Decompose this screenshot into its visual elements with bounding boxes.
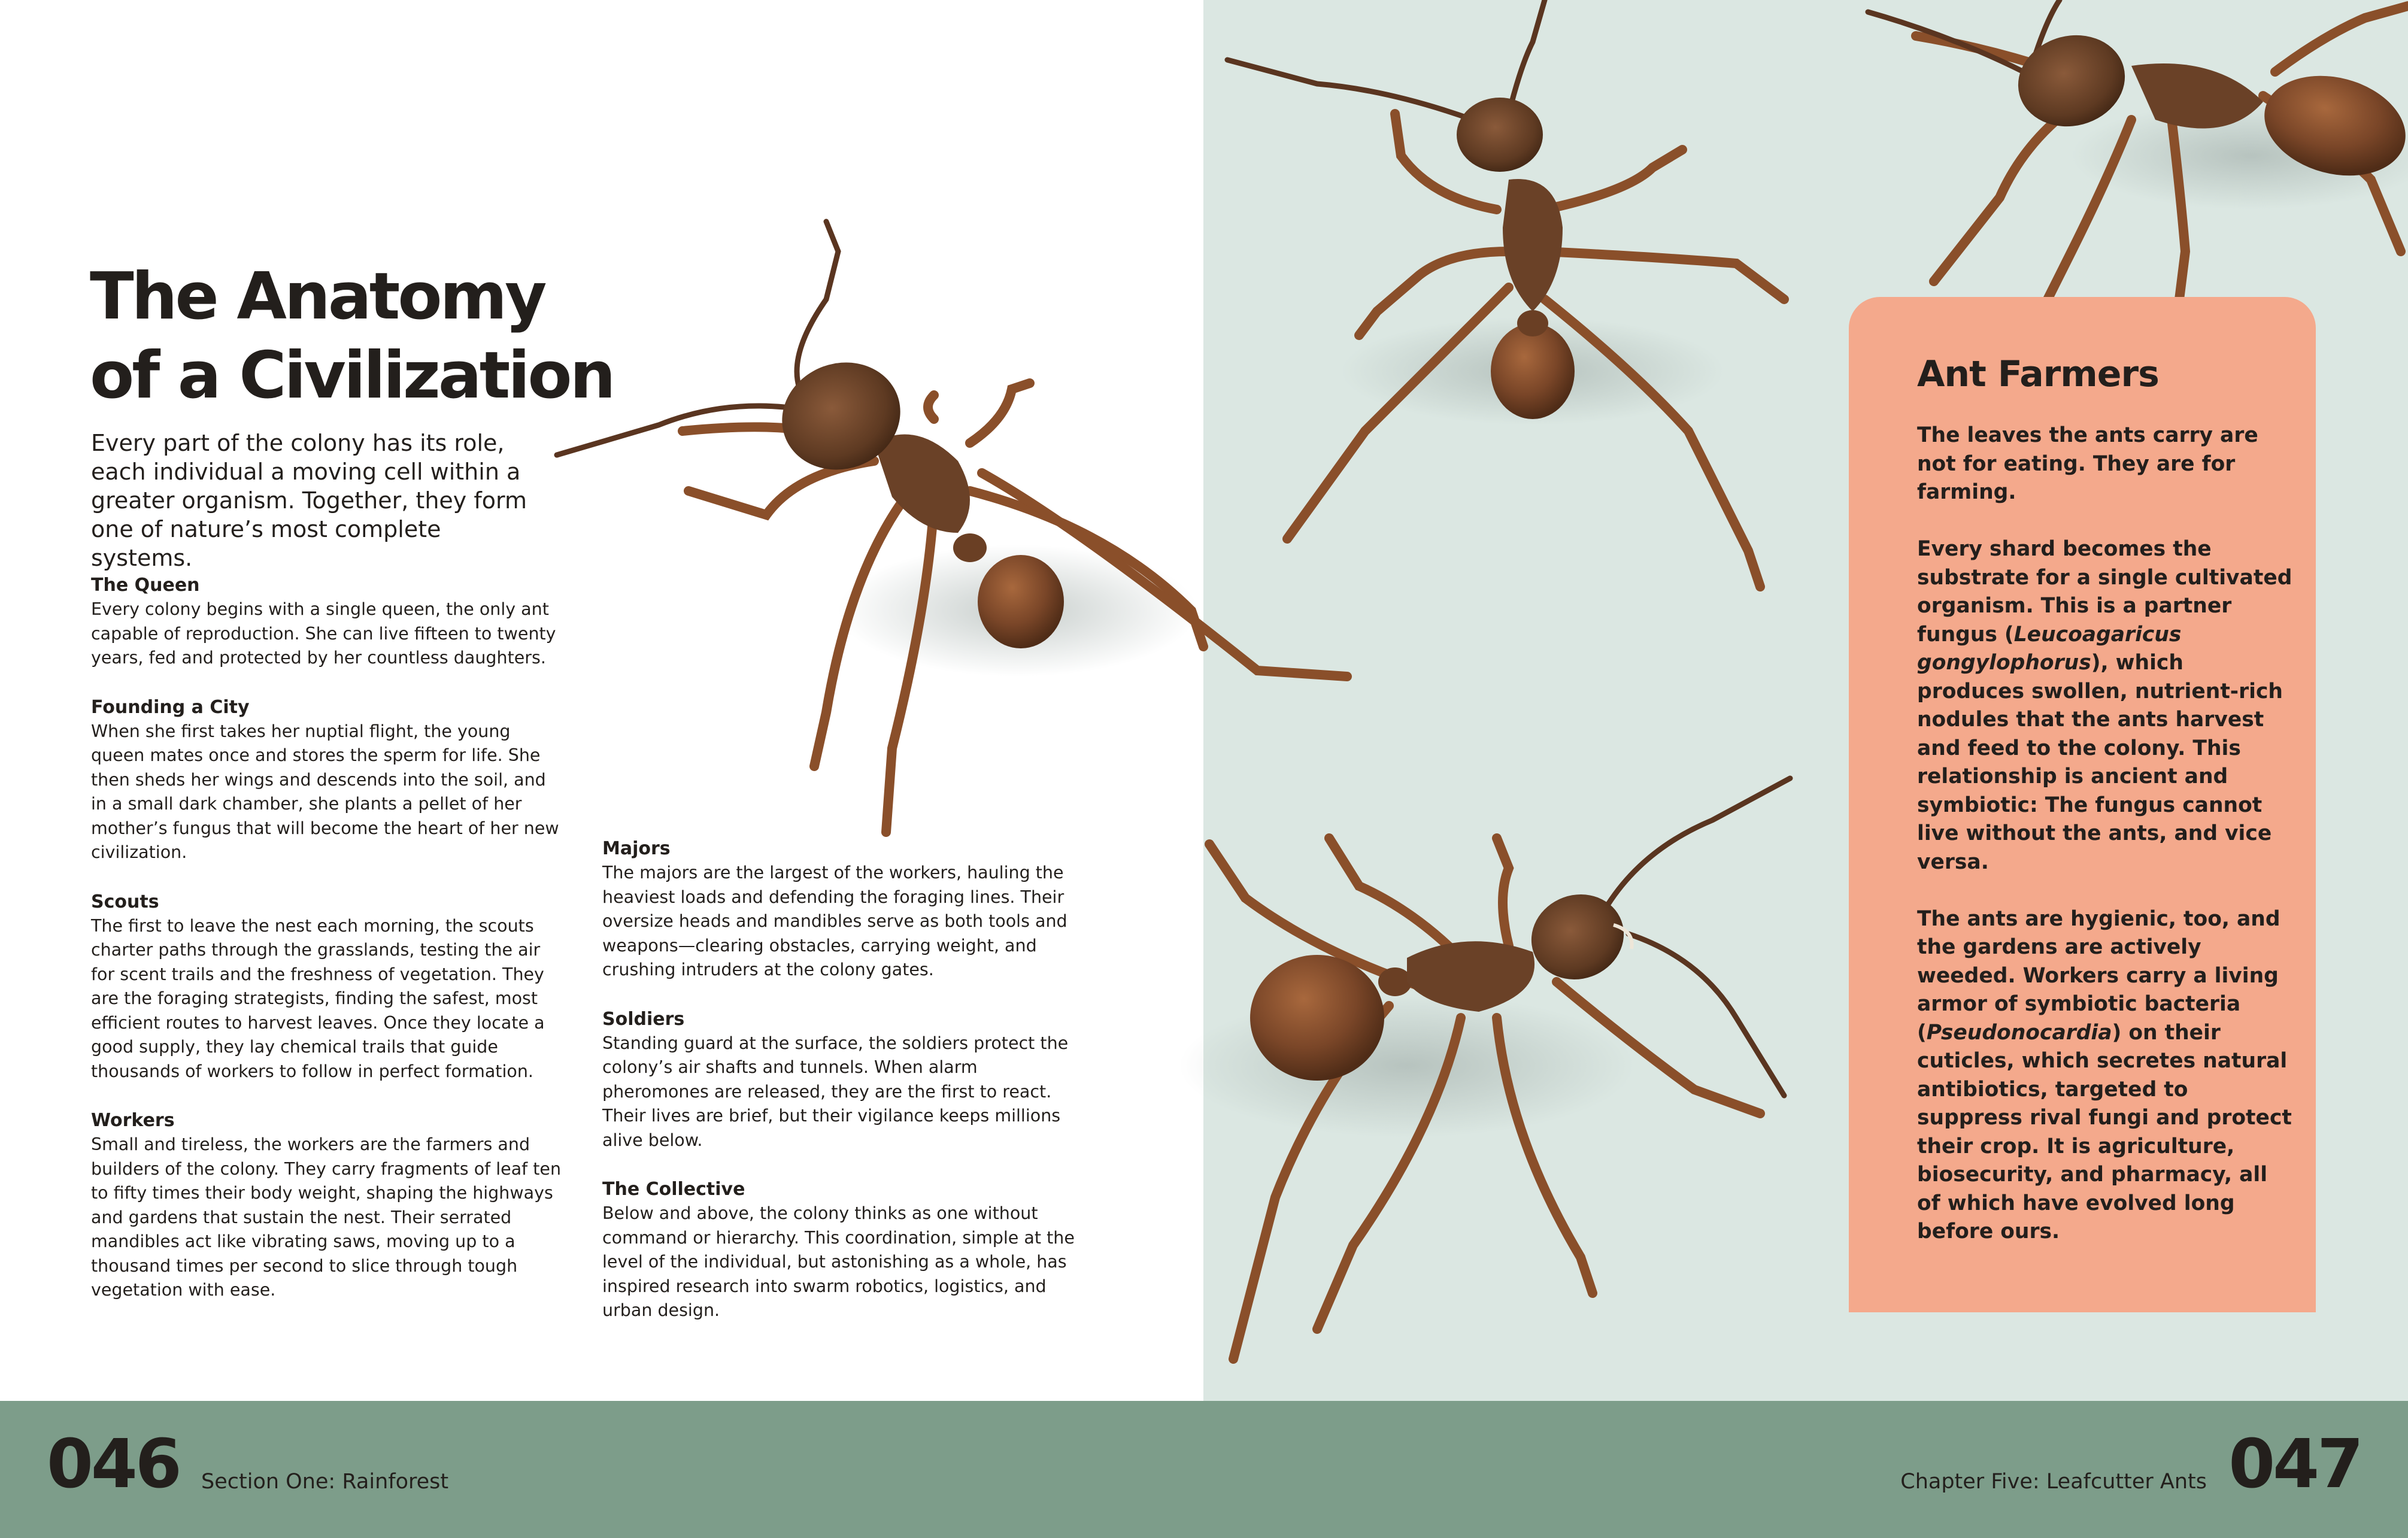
section-the-queen	[91, 574, 564, 671]
section-heading: Soldiers	[602, 1008, 685, 1030]
intro-paragraph: Every part of the colony has its role, each individual a moving cell within a greater organism. Together, they form one of nature’s most complete systems.	[91, 430, 527, 571]
footer-band	[0, 1401, 2408, 1538]
section-body: The majors are the largest of the workers, hauling the heaviest loads and defending the foraging lines. Their oversize heads and mandibles serve as both tools and weapons—clearing obstacles, carrying weight, and crushing intruders at the colony gates.	[602, 863, 1067, 979]
section-body: Small and tireless, the workers are the farmers and builders of the colony. They carry fragments of leaf ten to fifty times their body weight, shaping the highways and gardens that sustain the nest. Their serrated mandibles act like vibrating saws, moving up to a thousand times per second to slice through tough vegetation with ease.	[91, 1134, 562, 1300]
section-heading: Majors	[602, 838, 671, 859]
callout-paragraph-1: The leaves the ants carry are not for eating. They are for farming.	[1917, 423, 2258, 504]
section-body: Below and above, the colony thinks as one without command or hierarchy. This coordination, simple at the level of the individual, but astonishing as a whole, has inspired research into swarm robotics, logistics, and urban design.	[602, 1203, 1075, 1320]
section-body: The first to leave the nest each morning, the scouts charter paths through the grasslands, testing the air for scent trails and the freshness of vegetation. They are the foraging strategists, finding the safest, most efficient routes to harvest leaves. Once they locate a good supply, they lay chemical trails that guide thousands of workers to follow in perfect formation.	[91, 915, 545, 1081]
ant-4	[1179, 778, 1790, 1359]
page-number-right: 047	[2228, 1425, 2361, 1503]
section-heading: The Queen	[91, 575, 200, 596]
callout-text: The ants are hygienic, too, and the gardens are actively weeded. Workers carry a living armor of symbiotic bacteria (	[1917, 906, 2280, 1045]
callout-species-name: Leucoagaricus gongylophorus	[1917, 622, 2182, 675]
title-line-2: of a Civilization	[90, 338, 614, 413]
page-number-left: 046	[47, 1425, 180, 1503]
section-body: When she first takes her nuptial flight, the young queen mates once and stores the sperm for life. She then sheds her wings and descends into the soil, and in a small dark chamber, she plants a pellet of her mother’s fungus that will become the heart of her new civilization.	[91, 721, 559, 862]
ant-3	[1868, 0, 2408, 299]
section-heading: Founding a City	[91, 696, 250, 718]
callout-text: ) on their cuticles, which secretes natural antibiotics, targeted to suppress rival fungi and protect their crop. It is agriculture, biosecurity, and pharmacy, all of which have evolved long before ours.	[1917, 1020, 2292, 1243]
section-workers	[91, 1109, 564, 1303]
callout-text: Every shard becomes the substrate for a single cultivated organism. This is a partner fungus (	[1917, 537, 2292, 647]
callout-title: Ant Farmers	[1917, 353, 2159, 395]
running-head-right: Chapter Five: Leafcutter Ants	[1900, 1470, 2207, 1494]
section-heading: The Collective	[602, 1179, 745, 1200]
text-column-right	[602, 837, 1075, 1348]
callout-paragraph-3	[1917, 905, 2294, 1246]
page-title	[90, 257, 629, 415]
ant-1	[557, 222, 1347, 832]
section-scouts	[91, 890, 564, 1084]
callout-paragraph-2	[1917, 535, 2294, 876]
running-head-left: Section One: Rainforest	[201, 1470, 449, 1494]
ant-farmers-callout	[1849, 297, 2316, 1312]
callout-text: ), which produces swollen, nutrient-rich nodules that the ants harvest and feed to the colony. This relationship is ancient and symbiotic: The fungus cannot live without the ants, and vice versa.	[1917, 651, 2283, 874]
section-soldiers	[602, 1008, 1075, 1153]
section-founding-a-city	[91, 696, 564, 865]
section-body: Every colony begins with a single queen, the only ant capable of reproduction. She can live fifteen to twenty years, fed and protected by her countless daughters.	[91, 599, 556, 668]
section-body: Standing guard at the surface, the soldiers protect the colony’s air shafts and tunnels. When alarm pheromones are released, they are the first to react. Their lives are brief, but their vigilance keeps millions alive below.	[602, 1033, 1069, 1150]
section-heading: Workers	[91, 1110, 175, 1131]
section-majors	[602, 837, 1075, 982]
section-heading: Scouts	[91, 891, 159, 912]
callout-body	[1917, 421, 2294, 1275]
ant-2	[1227, 0, 1784, 587]
section-the-collective	[602, 1178, 1075, 1323]
callout-species-name: Pseudonocardia	[1926, 1020, 2112, 1045]
title-line-1: The Anatomy	[90, 259, 545, 334]
text-column-left	[91, 574, 564, 1328]
